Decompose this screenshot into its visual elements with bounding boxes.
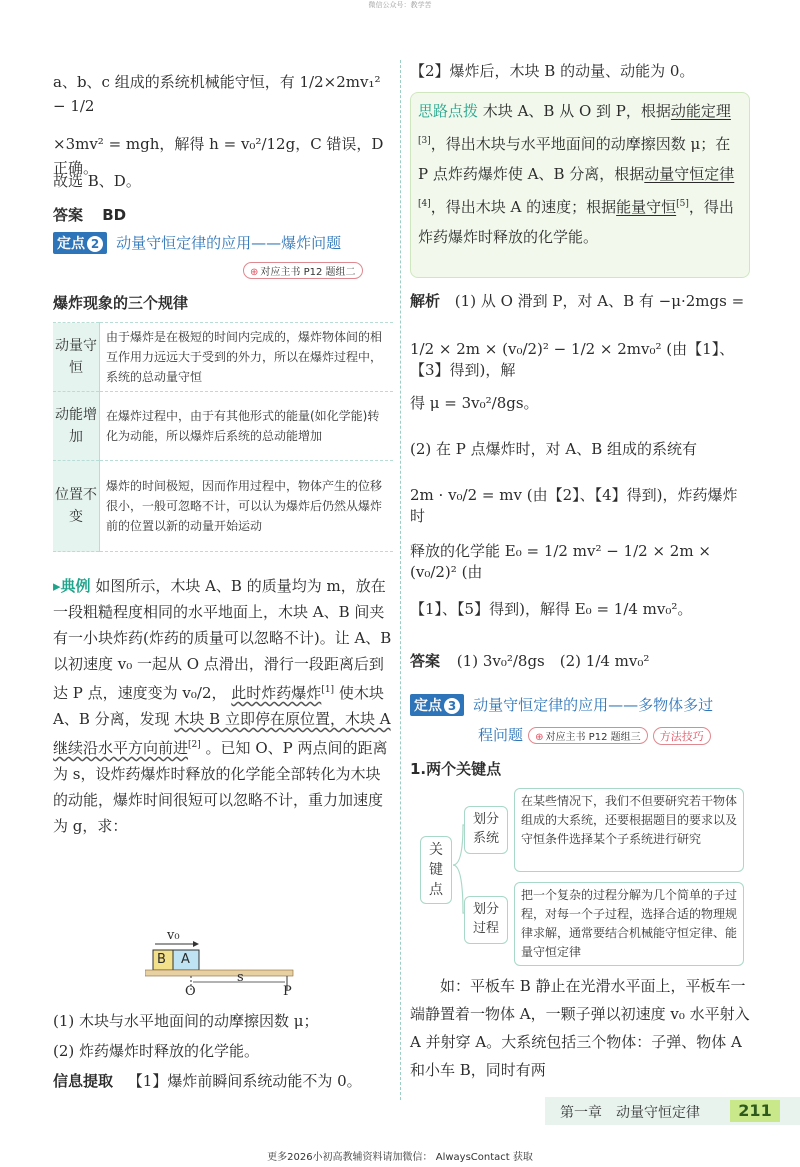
answer-label: 答案 <box>53 206 84 224</box>
answer-row-2 <box>410 650 750 671</box>
rules-row <box>53 461 393 552</box>
v0-label: v₀ <box>167 928 180 943</box>
tip-text-3: ，得出木块 A 的速度；根据 <box>430 198 617 216</box>
sup-4: [4] <box>418 199 431 209</box>
section3-heading-2 <box>478 724 758 745</box>
rules-table <box>53 322 393 552</box>
section2-number: 2 <box>87 236 103 252</box>
info-row-1 <box>53 1070 362 1091</box>
tip-text-2: ，得出木块与水平地面间的动摩擦因数 μ；在 P 点炸药爆炸使 A、B 分离，根据 <box>418 135 731 183</box>
map-branch-1: 划分系统 <box>464 806 508 854</box>
answer-row-1 <box>53 204 126 225</box>
analysis-line-6: 释放的化学能 E₀ = 1/2 mv² − 1/2 × 2m × (v₀/2)² (由 <box>410 542 711 581</box>
section2-heading <box>53 232 393 254</box>
sup-2: [2] <box>188 740 201 750</box>
analysis-label: 解析 <box>410 292 441 310</box>
example-label: ▸典例 <box>53 577 91 595</box>
tip-link-2: 动量守恒定律 <box>644 165 735 183</box>
answer-value: BD <box>102 206 127 224</box>
rules-head: 动能增加 <box>53 392 100 461</box>
section2-badge-text: 定点 <box>57 236 85 252</box>
target-icon: ⊕ <box>250 267 259 278</box>
rules-title: 爆炸现象的三个规律 <box>53 294 189 312</box>
analysis-line-4: (2) 在 P 点爆炸时，对 A、B 组成的系统有 <box>410 440 698 458</box>
example-figure <box>145 928 295 1002</box>
section3-heading <box>410 694 750 716</box>
rules-row <box>53 323 393 392</box>
velocity-arrowhead <box>193 941 199 947</box>
answer2-label: 答案 <box>410 652 441 670</box>
section2-ref <box>243 260 363 279</box>
section3-badge-text: 定点 <box>414 698 442 714</box>
tip-link-3: 能量守恒 <box>616 198 677 216</box>
example-text-1: 如图所示，木块 A、B 的质量均为 m，放在一段粗糙程度相同的水平地面上，木块 A、B 间夹有一小块炸药(炸药的质量可以忽略不计)。让 A、B 以初速度 v₀ 一起从 O 点滑出，滑行一段距离后到达 P 点，速度变为 <box>53 577 392 702</box>
column-divider <box>400 60 401 1100</box>
map-text-2: 把一个复杂的过程分解为几个简单的子过程，对每一个子过程，选择合适的物理规律求解，通常要结合机械能守恒定律、能量守恒定律 <box>514 882 744 966</box>
tip-link-1: 动能定理 <box>670 102 731 120</box>
section3-title-1: 动量守恒定律的应用——多物体多过 <box>473 696 714 714</box>
block-a-label: A <box>181 952 190 967</box>
sup-3: [3] <box>418 136 431 146</box>
rules-head: 动量守恒 <box>53 323 100 392</box>
example-paragraph: ▸典例 如图所示，木块 A、B 的质量均为 m，放在一段粗糙程度相同的水平地面上，木块 A、B 间夹有一小块炸药(炸药的质量可以忽略不计)。让 A、B 以初速度 v₀ 一起从 O 点滑出，滑行一段距离后到达 P 点，速度变为 v₀/2， 此时炸药爆炸[1] 使木块 A、B 分离，发现 木块 B 立即停在原位置，木块 A 继续沿水平方向前进[2] 。已知 O、P 两点间的距离为 s，设炸药爆炸时释放的化学能全部转化为木块的动能，爆炸时间很短可以忽略不计，重力加速度为 g，求： <box>53 577 392 835</box>
s-label: s <box>237 970 244 985</box>
sup-5: [5] <box>676 199 689 209</box>
p-label: P <box>283 984 292 999</box>
key-title: 1.两个关键点 <box>410 760 502 778</box>
o-label: O <box>185 984 196 999</box>
section3-ref <box>528 727 648 744</box>
section3-method: 方法技巧 <box>653 727 711 745</box>
section2-badge <box>53 232 107 254</box>
analysis-line-7: 【1】、【5】得到)，解得 E₀ = 1/4 mv₀²。 <box>410 600 693 618</box>
section2-ref-text: 对应主书 P12 题组二 <box>260 267 356 278</box>
question-2: (2) 炸药爆炸时释放的化学能。 <box>53 1042 260 1060</box>
example-text-2b: 使木块 A、B 分离，发现 <box>53 684 384 728</box>
analysis-line-5: 2m · v₀/2 = mv (由【2】、【4】得到)，炸药爆炸时 <box>410 486 738 525</box>
rules-text: 爆炸的时间极短，因而作用过程中，物体产生的位移很小，一般可忽略不计，可以认为爆炸后仍然从爆炸前的位置以新的动量开始运动 <box>100 461 394 552</box>
intro-formula-1: 1/2×2mv₁² − 1/2 <box>53 73 381 115</box>
ground <box>145 970 293 976</box>
chapter-label: 第一章 动量守恒定律 <box>560 1105 700 1121</box>
example-text-2c: 木块 B 立即停在原位置，木块 A 继续沿水平方向前进 <box>53 710 391 757</box>
section3-number: 3 <box>444 698 460 714</box>
section3-title-2: 程问题 <box>478 726 524 744</box>
analysis-line-1: (1) 从 O 滑到 P，对 A、B 有 −μ·2mgs = <box>454 292 745 310</box>
info-label: 信息提取 <box>53 1072 114 1090</box>
rules-row <box>53 392 393 461</box>
intro-paragraph <box>53 70 393 118</box>
section3-badge <box>410 694 464 716</box>
tip-text-4: ，得出炸药爆炸时释放的化学能。 <box>418 198 734 246</box>
map-text-1: 在某些情况下，我们不但要研究若干物体组成的大系统，还要根据题目的要求以及守恒条件选择某个子系统进行研究 <box>514 788 744 872</box>
target-icon: ⊕ <box>535 732 544 743</box>
analysis-row-1 <box>410 290 750 311</box>
example-text-2a: 此时炸药爆炸 <box>231 684 322 702</box>
intro-line-2: ×3mv² = mgh，解得 h = v₀²/12g，C 错误，D 正确。 <box>53 135 384 177</box>
example-fraction: v₀/2 <box>182 684 212 702</box>
analysis-line-3: 得 μ = 3v₀²/8gs。 <box>410 394 539 412</box>
tip-text-1: 木块 A、B 从 O 到 P，根据 <box>482 102 671 120</box>
rules-head: 位置不变 <box>53 461 100 552</box>
example-label-text: 典例 <box>60 577 91 595</box>
answer2-value: (1) 3v₀²/8gs (2) 1/4 mv₀² <box>456 652 650 670</box>
rules-text: 在爆炸过程中，由于有其他形式的能量(如化学能)转化为动能，所以爆炸后系统的总动能增加 <box>100 392 394 461</box>
tip-label: 思路点拨 <box>418 102 479 120</box>
sup-1: [1] <box>321 685 335 695</box>
top-watermark-note: 微信公众号：教学苦 <box>368 1 432 9</box>
block-b-label: B <box>157 952 166 967</box>
tip-paragraph <box>418 96 742 252</box>
analysis-line-2: 1/2 × 2m × (v₀/2)² − 1/2 × 2mv₀² (由【1】、【3】得到)，解 <box>410 340 735 379</box>
example-text-2d: 。已知 O、P 两点间的距离为 s，设炸药爆炸时释放的化学能全部转化为木块的动能，爆炸时间很短可以忽略不计，重力加速度为 g，求： <box>53 739 388 835</box>
section2-title: 动量守恒定律的应用——爆炸问题 <box>116 234 342 252</box>
map-center: 关键点 <box>420 836 452 904</box>
info-text-1: 【1】爆炸前瞬间系统动能不为 0。 <box>127 1072 362 1090</box>
intro-line-3: 故选 B、D。 <box>53 172 141 190</box>
map-branch-2: 划分过程 <box>464 896 508 944</box>
rules-text: 由于爆炸是在极短的时间内完成的，爆炸物体间的相互作用力远远大于受到的外力，所以在爆炸过程中，系统的总动量守恒 <box>100 323 394 392</box>
intro-line-1: a、b、c 组成的系统机械能守恒，有 <box>53 73 295 91</box>
question-1: (1) 木块与水平地面间的动摩擦因数 μ； <box>53 1012 319 1030</box>
section3-ref-text: 对应主书 P12 题组三 <box>545 732 641 743</box>
page-number: 211 <box>730 1100 780 1122</box>
info-text-2: 【2】爆炸后，木块 B 的动量、动能为 0。 <box>410 62 695 80</box>
example-paragraph-2: 如：平板车 B 静止在光滑水平面上，平板车一端静置着一物体 A，一颗子弹以初速度 v₀ 水平射入 A 并射穿 A。大系统包括三个物体：子弹、物体 A 和小车 B，同时有两 <box>410 977 750 1079</box>
bottom-note: 更多2026小初高教辅资料请加微信： AlwaysContact 获取 <box>267 1152 533 1163</box>
